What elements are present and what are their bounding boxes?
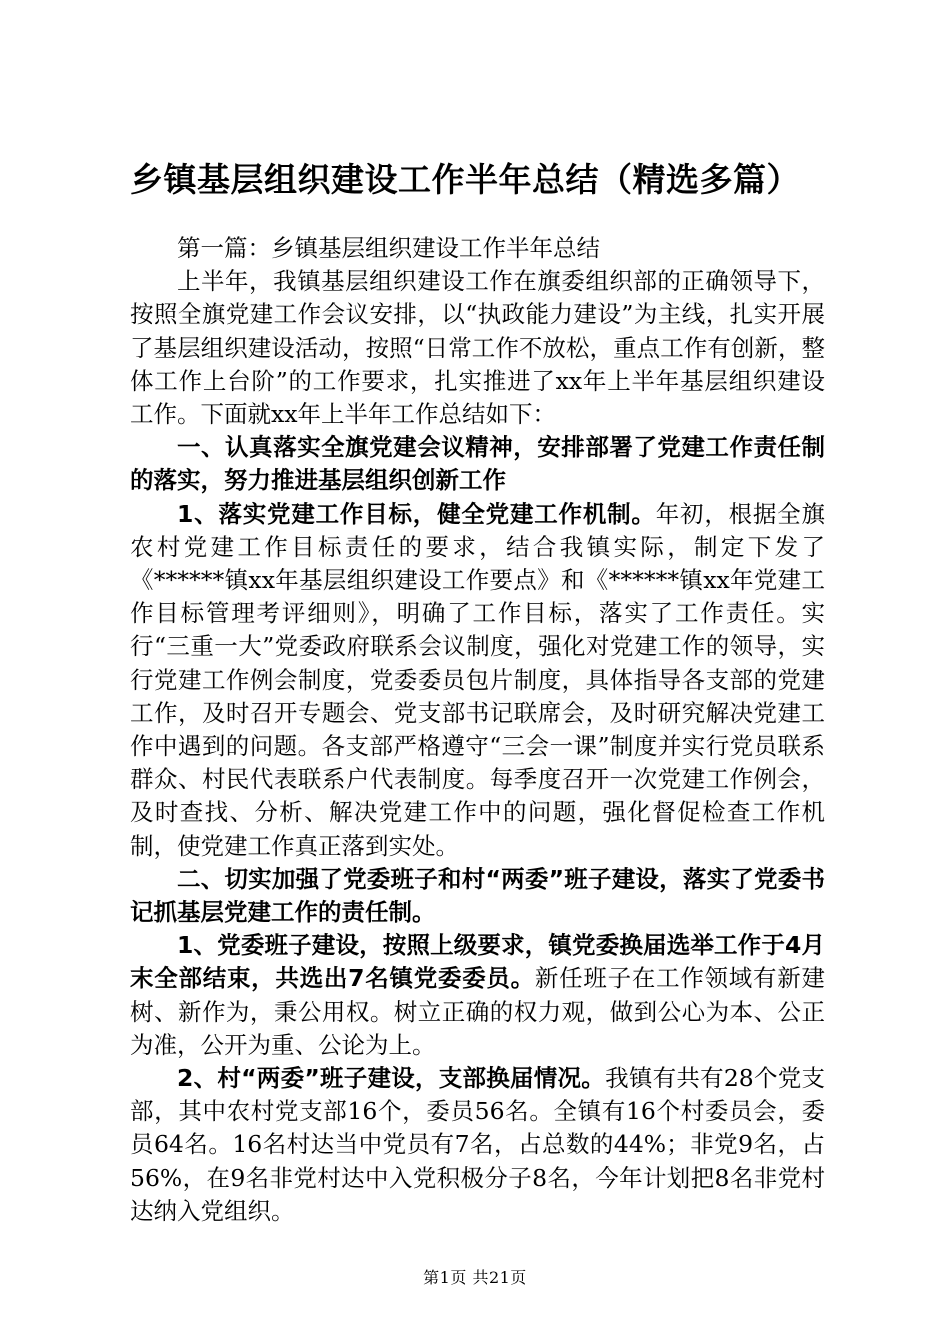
paragraph-lead: 1、党委班子建设，按照上级要求，镇党委换届选举工作于4月末全部结束，共选出7名镇党委委员。: [130, 931, 825, 993]
document-body: [130, 232, 825, 1228]
section-heading-2: [130, 863, 825, 929]
paragraph-text: 我镇有共有28个党支部，其中农村党支部16个，委员56名。全镇有16个村委员会，委员64名。16名村达当中党员有7名，占总数的44%；非党9名，占56%，在9名非党村达中入党积极分子8名，今年计划把8名非党村达纳入党组织。: [130, 1064, 825, 1225]
paragraph-lead: 一、认真落实全旗党建会议精神，安排部署了党建工作责任制的落实，努力推进基层组织创新工作: [130, 433, 825, 495]
paragraph-lead: 2、村“两委”班子建设，支部换届情况。: [177, 1064, 606, 1093]
section-subtitle: 第一篇：乡镇基层组织建设工作半年总结: [177, 234, 600, 262]
paragraph-intro: [130, 265, 825, 431]
paragraph-text: 新任班子在工作领域有新建树、新作为，秉公用权。树立正确的权力观，做到公心为本、公正为准，公开为重、公论为上。: [130, 964, 825, 1059]
paragraph-text: 上半年，我镇基层组织建设工作在旗委组织部的正确领导下，按照全旗党建工作会议安排，以“执政能力建设”为主线，扎实开展了基层组织建设活动，按照“日常工作不放松，重点工作有创新，整体工作上台阶”的工作要求，扎实推进了xx年上半年基层组织建设工作。下面就xx年上半年工作总结如下：: [130, 267, 825, 429]
paragraph-1-1: [130, 498, 825, 863]
paragraph-2-1: [130, 929, 825, 1062]
document-title: 乡镇基层组织建设工作半年总结（精选多篇）: [130, 160, 800, 199]
paragraph-lead: 二、切实加强了党委班子和村“两委”班子建设，落实了党委书记抓基层党建工作的责任制。: [130, 864, 825, 927]
paragraph-lead: 1、落实党建工作目标，健全党建工作机制。: [177, 499, 656, 528]
paragraph-2-2: [130, 1062, 825, 1228]
page-footer: 第1页 共21页: [423, 1268, 527, 1287]
paragraph-text: 年初，根据全旗农村党建工作目标责任的要求，结合我镇实际，制定下发了《******镇xx年基层组织建设工作要点》和《******镇xx年党建工作目标管理考评细则》，明确了工作目标，落实了工作责任。实行“三重一大”党委政府联系会议制度，强化对党建工作的领导，实行党建工作例会制度，党委委员包片制度，具体指导各支部的党建工作，及时召开专题会、党支部书记联席会，及时研究解决党建工作中遇到的问题。各支部严格遵守“三会一课”制度并实行党员联系群众、村民代表联系户代表制度。每季度召开一次党建工作例会，及时查找、分析、解决党建工作中的问题，强化督促检查工作机制，使党建工作真正落到实处。: [130, 499, 825, 860]
section-heading-1: [130, 431, 825, 497]
